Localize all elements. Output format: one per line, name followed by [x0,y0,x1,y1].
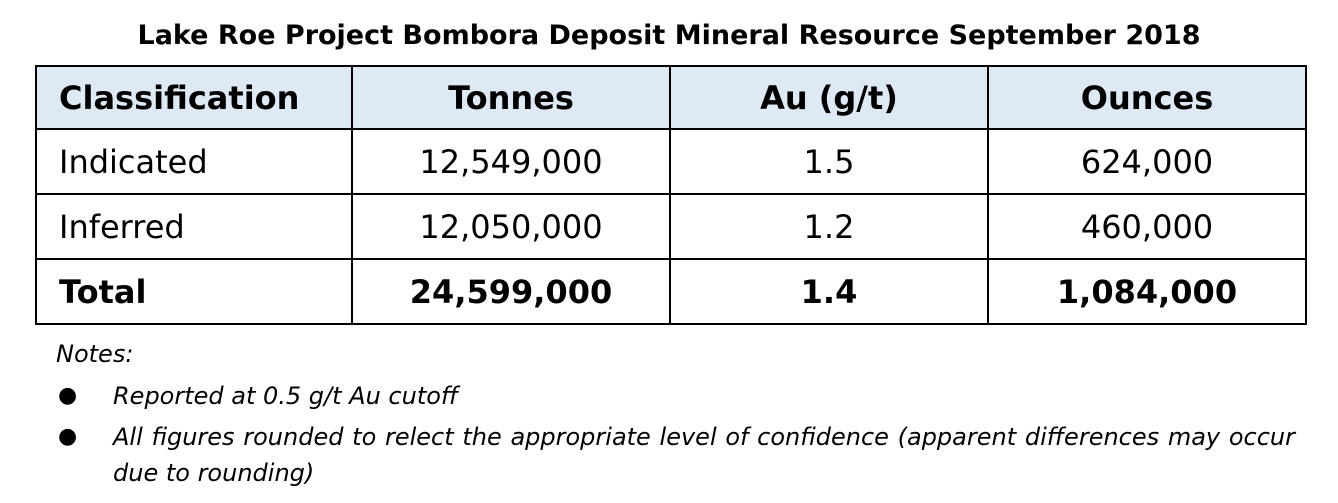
cell-total-ounces: 1,084,000 [988,259,1306,324]
cell-grade: 1.5 [670,129,988,194]
cell-ounces: 624,000 [988,129,1306,194]
cell-ounces: 460,000 [988,194,1306,259]
table-row-inferred [36,194,1306,259]
cell-tonnes: 12,549,000 [352,129,670,194]
table-row-total [36,259,1306,324]
table-header-row [36,66,1306,129]
cell-grade: 1.2 [670,194,988,259]
cell-total-label: Total [36,259,352,324]
document-title: Lake Roe Project Bombora Deposit Mineral Resource September 2018 [137,20,1201,51]
bullet-icon: ● [58,383,78,408]
cell-total-tonnes: 24,599,000 [352,259,670,324]
cell-total-grade: 1.4 [670,259,988,324]
note-item: Reported at 0.5 g/t Au cutoff [113,382,459,410]
header-tonnes: Tonnes [352,66,670,129]
header-classification: Classification [36,66,352,129]
cell-classification: Indicated [36,129,352,194]
table-row-indicated [36,129,1306,194]
cell-tonnes: 12,050,000 [352,194,670,259]
bullet-icon: ● [58,424,78,449]
header-grade: Au (g/t) [670,66,988,129]
notes-label: Notes: [56,340,134,368]
cell-classification: Inferred [36,194,352,259]
mineral-resource-table [35,65,1307,325]
note-item: All figures rounded to relect the appropriate level of confidence (apparent differences may occur due to rounding) [113,423,1295,487]
header-ounces: Ounces [988,66,1306,129]
